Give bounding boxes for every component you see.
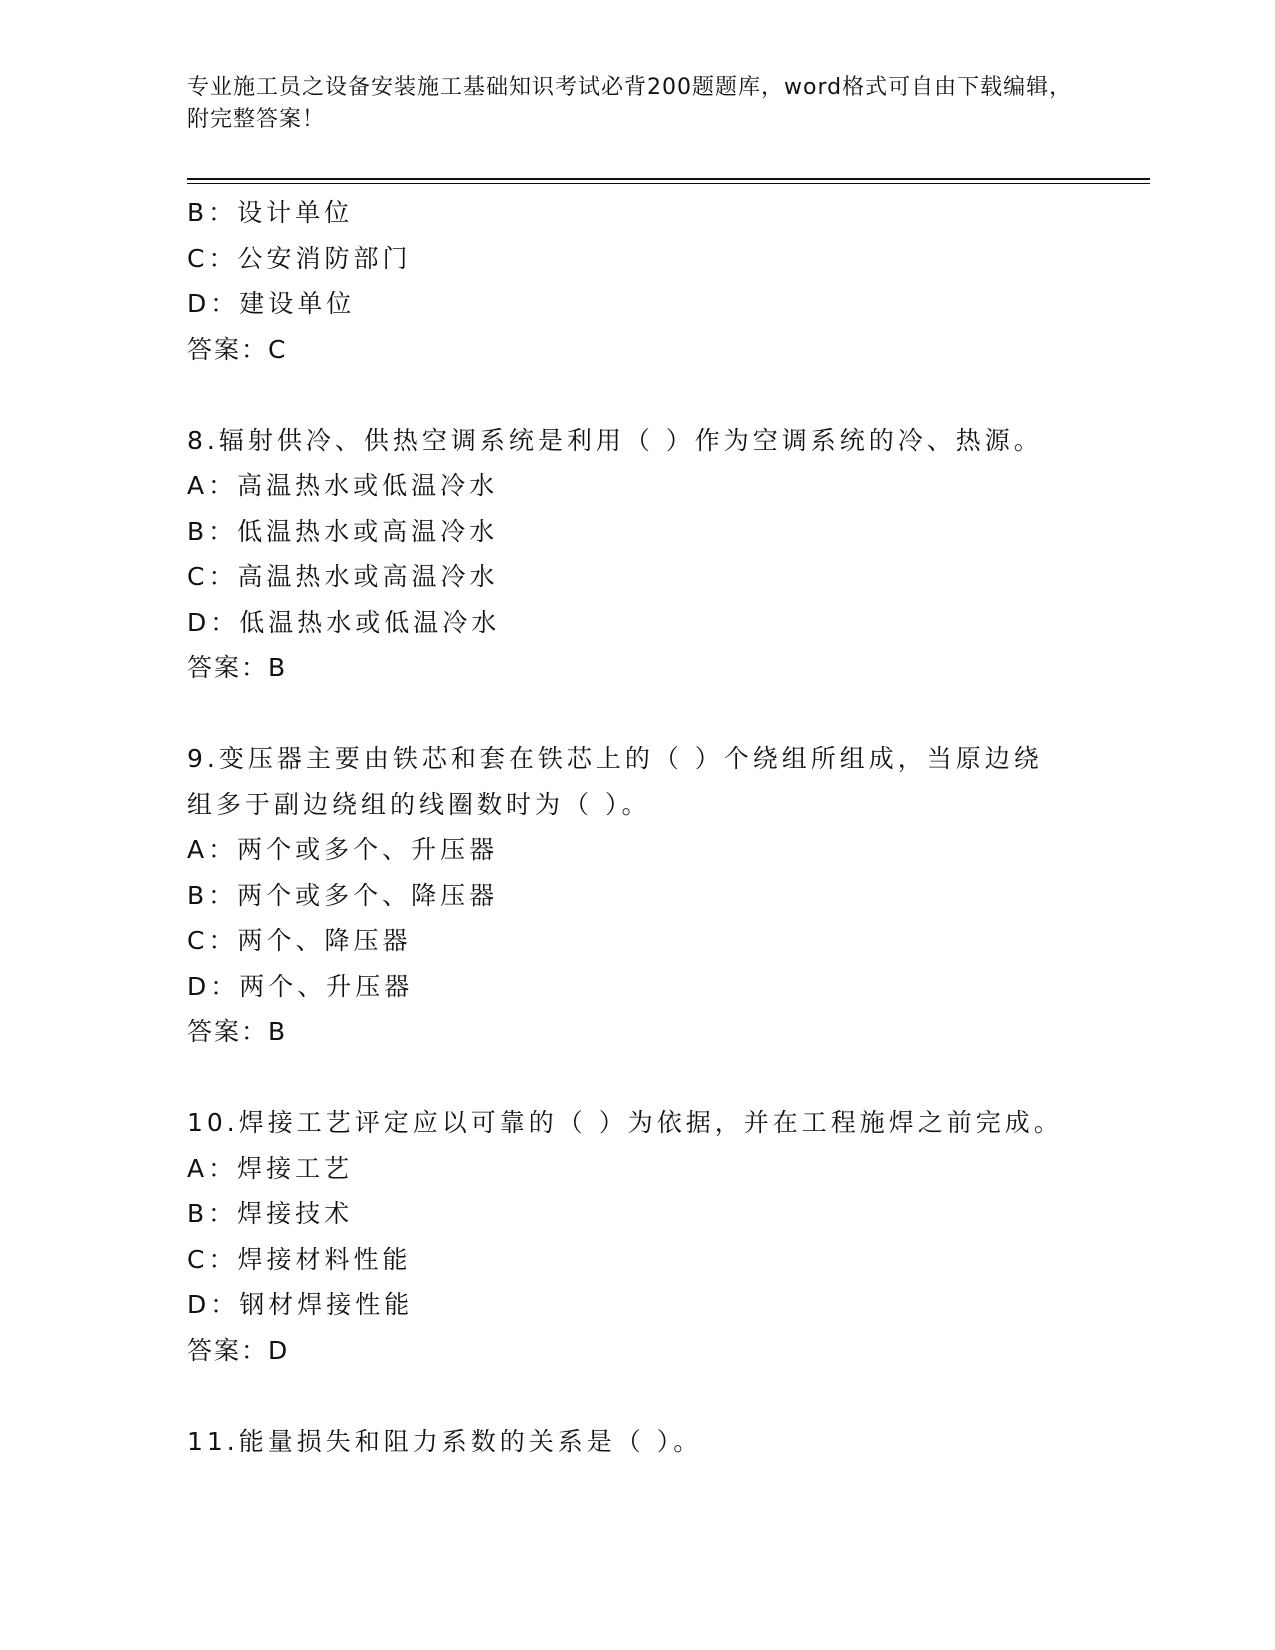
option-c: C：两个、降压器 (187, 926, 412, 955)
question-stem: 8.辐射供冷、供热空调系统是利用（ ）作为空调系统的冷、热源。 (187, 425, 1043, 455)
question-stem: 10.焊接工艺评定应以可靠的（ ）为依据，并在工程施焊之前完成。 (187, 1108, 1063, 1137)
option-d: D：建设单位 (187, 289, 356, 318)
option-d: D：钢材焊接性能 (187, 1290, 414, 1319)
document-title: 专业施工员之设备安装施工基础知识考试必背200题题库，word格式可自由下载编辑，附完整答案！ (187, 75, 1073, 132)
question-block-7 (187, 190, 1087, 373)
option-a: A：焊接工艺 (187, 1153, 354, 1183)
document-header (187, 72, 1087, 136)
option-c: C：焊接材料性能 (187, 1244, 412, 1274)
spacer (187, 1055, 1087, 1100)
answer-line: 答案：D (187, 1335, 290, 1365)
spacer (187, 373, 1087, 418)
option-b: B：设计单位 (187, 198, 354, 227)
answer-line: 答案：B (187, 1017, 288, 1046)
question-block-11 (187, 1419, 1087, 1465)
answer-line: 答案：B (187, 653, 288, 682)
option-c: C：高温热水或高温冷水 (187, 562, 499, 591)
option-d: D：低温热水或低温冷水 (187, 607, 501, 637)
question-block-8 (187, 418, 1087, 692)
option-d: D：两个、升压器 (187, 971, 414, 1001)
option-b: B：低温热水或高温冷水 (187, 516, 499, 546)
question-stem: 9.变压器主要由铁芯和套在铁芯上的（ ）个绕组所组成，当原边绕组多于副边绕组的线圈数时为（ ）。 (187, 744, 1043, 819)
answer-line: 答案：C (187, 334, 288, 364)
header-rule-thick (187, 178, 1150, 180)
question-block-10 (187, 1100, 1087, 1374)
question-block-9 (187, 736, 1087, 1055)
spacer (187, 691, 1087, 736)
header-rule-thin (187, 183, 1150, 184)
document-body (187, 190, 1087, 1464)
option-a: A：高温热水或低温冷水 (187, 471, 499, 500)
option-a: A：两个或多个、升压器 (187, 835, 499, 864)
spacer (187, 1374, 1087, 1419)
option-b: B：两个或多个、降压器 (187, 880, 499, 910)
question-stem: 11.能量损失和阻力系数的关系是（ ）。 (187, 1426, 703, 1456)
option-b: B：焊接技术 (187, 1199, 354, 1228)
option-c: C：公安消防部门 (187, 243, 412, 273)
